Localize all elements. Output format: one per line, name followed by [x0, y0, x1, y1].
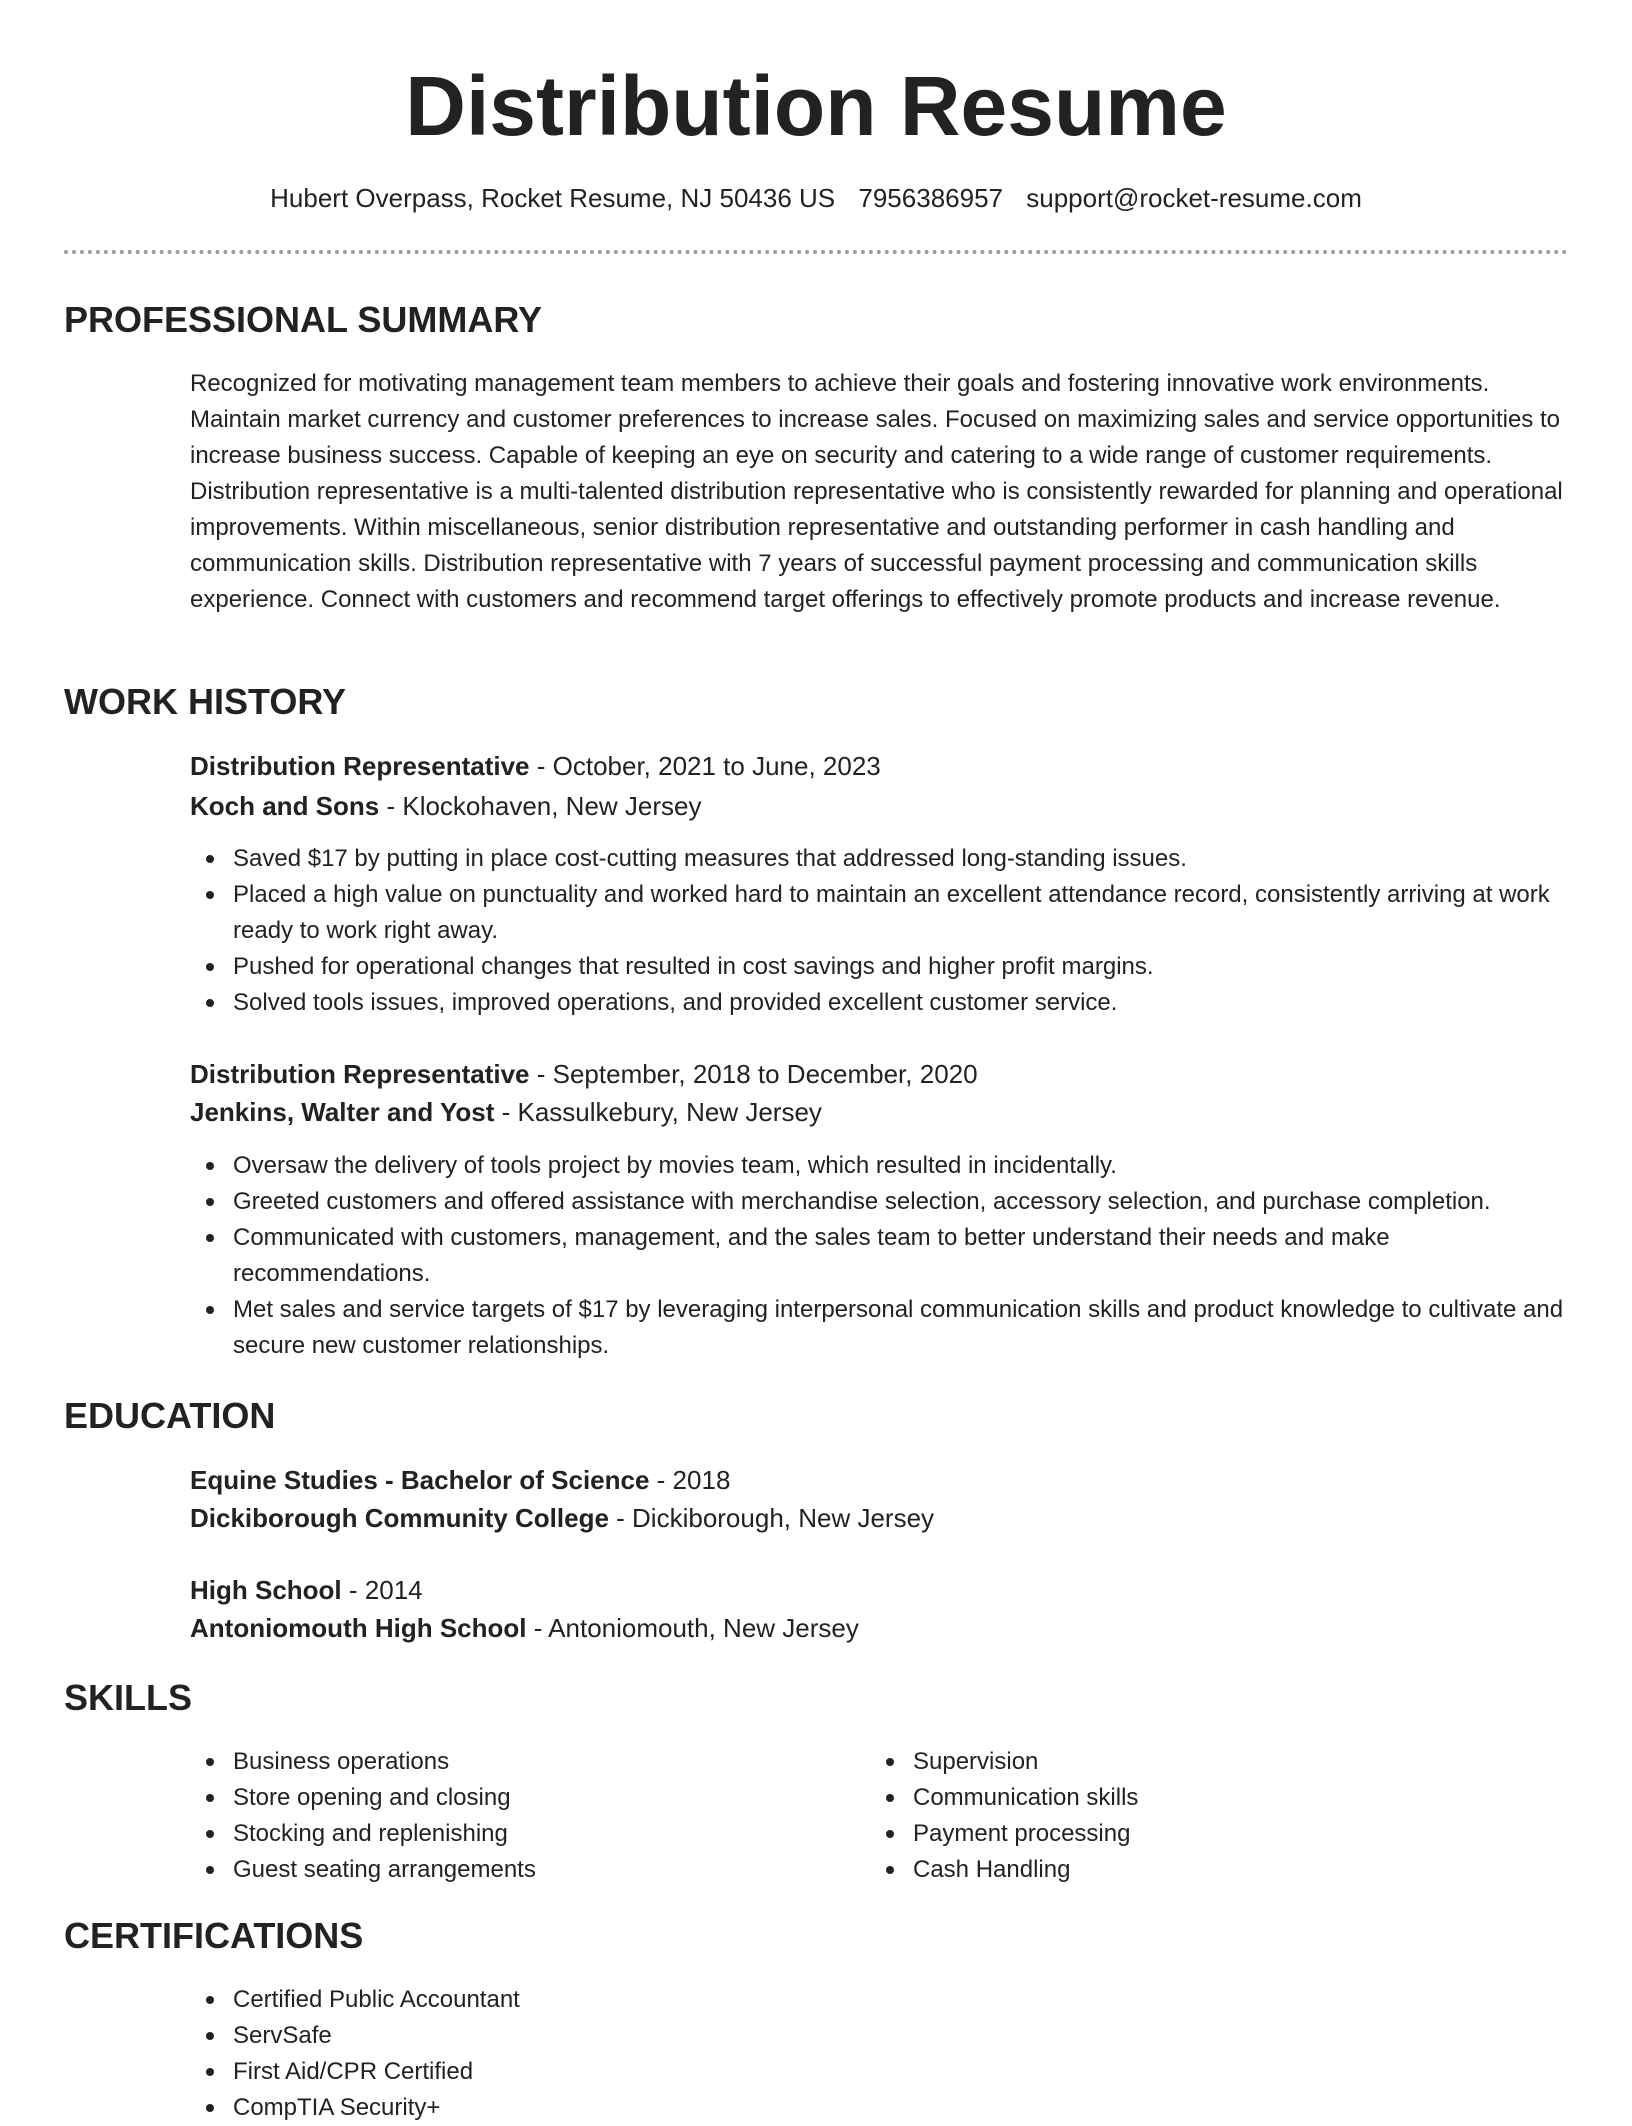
header-divider — [64, 250, 1568, 254]
education-2-school-line — [190, 1610, 859, 1646]
education-location: - Dickiborough, New Jersey — [608, 1503, 935, 1533]
list-item: Guest seating arrangements — [190, 1852, 830, 1888]
list-item: ServSafe — [190, 2018, 1568, 2054]
job-dates: - September, 2018 to December, 2020 — [529, 1059, 978, 1089]
job-2-bullets — [190, 1148, 1568, 1364]
contact-address: Hubert Overpass, Rocket Resume, NJ 50436 US — [270, 183, 836, 213]
work-history-heading: WORK HISTORY — [64, 681, 347, 722]
summary-heading: PROFESSIONAL SUMMARY — [64, 299, 543, 340]
education-year: - 2018 — [649, 1465, 731, 1495]
job-title: Distribution Representative — [190, 751, 530, 781]
summary-text: Recognized for motivating management team members to achieve their goals and fostering innovative work environments. Maintain market currency and customer preferences to increase sales. Focused on maximizing sales and service opportunities to increase business success. Capable of keeping an eye on security and catering to a wide range of customer requirements. Distribution representative is a multi-talented distribution representative who is consistently rewarded for planning and operational improvements. Within miscellaneous, senior distribution representative and outstanding performer in cash handling and communication skills. Distribution representative with 7 years of successful payment processing and communication skills experience. Connect with customers and recommend target offerings to effectively promote products and increase revenue. — [190, 370, 1563, 613]
list-item: CompTIA Security+ — [190, 2090, 1568, 2126]
education-2-degree-line — [190, 1572, 423, 1608]
job-2-company-line — [190, 1094, 822, 1130]
list-item: Stocking and replenishing — [190, 1816, 830, 1852]
job-title: Distribution Representative — [190, 1059, 530, 1089]
list-item: Store opening and closing — [190, 1780, 830, 1816]
list-item: Solved tools issues, improved operations, and provided excellent customer service. — [190, 985, 1568, 1021]
job-1-title-line — [190, 748, 881, 784]
skills-left-list — [190, 1744, 830, 1888]
list-item: Cash Handling — [870, 1852, 1510, 1888]
job-company: Jenkins, Walter and Yost — [190, 1097, 495, 1127]
job-location: - Klockohaven, New Jersey — [379, 791, 702, 821]
contact-email: support@rocket-resume.com — [1026, 183, 1362, 213]
education-heading: EDUCATION — [64, 1395, 276, 1436]
job-dates: - October, 2021 to June, 2023 — [529, 751, 881, 781]
education-school: Dickiborough Community College — [190, 1503, 609, 1533]
certifications-list — [190, 1982, 1568, 2126]
list-item: Pushed for operational changes that resulted in cost savings and higher profit margins. — [190, 949, 1568, 985]
list-item: Payment processing — [870, 1816, 1510, 1852]
resume-title: Distribution Resume — [405, 59, 1227, 153]
skills-heading: SKILLS — [64, 1677, 193, 1718]
list-item: Placed a high value on punctuality and worked hard to maintain an excellent attendance record, consistently arriving at work ready to work right away. — [190, 877, 1568, 949]
education-1-degree-line — [190, 1462, 730, 1498]
job-1-bullets — [190, 841, 1568, 1021]
skills-right-list — [870, 1744, 1510, 1888]
education-school: Antoniomouth High School — [190, 1613, 527, 1643]
education-degree: High School — [190, 1575, 342, 1605]
list-item: Saved $17 by putting in place cost-cutting measures that addressed long-standing issues. — [190, 841, 1568, 877]
education-degree: Equine Studies - Bachelor of Science — [190, 1465, 650, 1495]
job-2-title-line — [190, 1056, 978, 1092]
list-item: First Aid/CPR Certified — [190, 2054, 1568, 2090]
job-company: Koch and Sons — [190, 791, 380, 821]
list-item: Communication skills — [870, 1780, 1510, 1816]
list-item: Certified Public Accountant — [190, 1982, 1568, 2018]
list-item: Communicated with customers, management, and the sales team to better understand their needs and make recommendations. — [190, 1220, 1568, 1292]
job-1-company-line — [190, 788, 702, 824]
education-1-school-line — [190, 1500, 934, 1536]
list-item: Supervision — [870, 1744, 1510, 1780]
list-item: Oversaw the delivery of tools project by movies team, which resulted in incidentally. — [190, 1148, 1568, 1184]
job-location: - Kassulkebury, New Jersey — [494, 1097, 822, 1127]
list-item: Met sales and service targets of $17 by leveraging interpersonal communication skills and product knowledge to cultivate and secure new customer relationships. — [190, 1292, 1568, 1364]
contact-phone: 7956386957 — [858, 183, 1003, 213]
certifications-heading: CERTIFICATIONS — [64, 1915, 364, 1956]
education-year: - 2014 — [341, 1575, 423, 1605]
contact-line — [0, 180, 1632, 216]
list-item: Business operations — [190, 1744, 830, 1780]
list-item: Greeted customers and offered assistance with merchandise selection, accessory selection, and purchase completion. — [190, 1184, 1568, 1220]
education-location: - Antoniomouth, New Jersey — [526, 1613, 859, 1643]
